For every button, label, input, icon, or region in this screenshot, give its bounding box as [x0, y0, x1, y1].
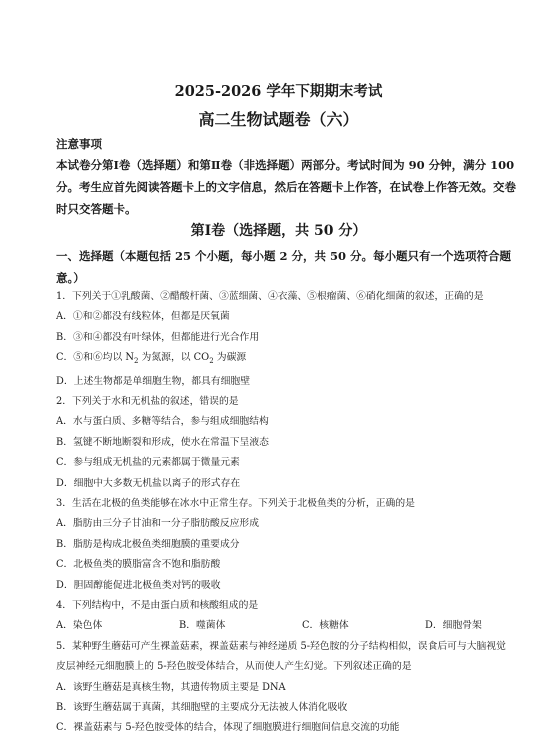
- question-3-option-b: B．脂肪是构成北极鱼类细胞膜的重要成分: [56, 538, 240, 550]
- option-c-text-3: 为碳源: [213, 352, 247, 364]
- question-2-option-d: D．细胞中大多数无机盐以离子的形式存在: [56, 477, 241, 489]
- question-list: [56, 287, 531, 739]
- subscript: 2: [209, 357, 214, 366]
- exam-title: 2025-2026 学年下期期末考试: [174, 83, 383, 100]
- paper-title: 高二生物试题卷（六）: [198, 110, 359, 129]
- section-desc-line: 意。）: [56, 271, 85, 285]
- notice-text: [56, 154, 531, 220]
- question-3-option-c: C．北极鱼类的膜脂富含不饱和脂肪酸: [56, 559, 221, 571]
- notice-line: 本试卷分第Ⅰ卷（选择题）和第Ⅱ卷（非选择题）两部分。考试时间为 90 分钟，满分 100: [56, 158, 515, 172]
- notice-line: 时只交答题卡。: [56, 202, 137, 216]
- question-4-option-b: B．噬菌体: [179, 620, 226, 632]
- question-4-option-d: D．细胞骨架: [425, 620, 482, 632]
- question-5-option-b: B．该野生蘑菇属于真菌，其细胞壁的主要成分无法被人体消化吸收: [56, 702, 348, 714]
- question-2-option-c: C．参与组成无机盐的元素都属于微量元素: [56, 457, 240, 469]
- option-c-text-1: C．⑤和⑥均以 N: [56, 352, 134, 364]
- question-3-option-d: D．胆固醇能促进北极鱼类对钙的吸收: [56, 579, 221, 591]
- question-5-option-c: C．裸盖菇素与 5-羟色胺受体的结合，体现了细胞膜进行细胞间信息交流的功能: [56, 722, 400, 734]
- question-2-option-a: A．水与蛋白质、多糖等结合，参与组成细胞结构: [56, 416, 269, 428]
- question-2-option-b: B．氢键不断地断裂和形成，使水在常温下呈液态: [56, 436, 269, 448]
- question-3-option-a: A．脂肪由三分子甘油和一分子脂肪酸反应形成: [56, 518, 260, 530]
- notice-line: 分。考生应首先阅读答题卡上的文字信息，然后在答题卡上作答，在试卷上作答无效。交卷: [56, 180, 516, 194]
- question-5-stem-line-1: 5．某种野生蘑菇可产生裸盖菇素，裸盖菇素与神经递质 5-羟色胺的分子结构相似，误食后可与大脑视觉: [56, 640, 506, 652]
- section-desc-line: 一、选择题（本题包括 25 个小题，每小题 2 分，共 50 分。每小题只有一个选项符合题: [56, 249, 512, 263]
- question-3-stem: 3．生活在北极的鱼类能够在冰水中正常生存。下列关于北极鱼类的分析，正确的是: [56, 498, 415, 510]
- notice-heading: 注意事项: [56, 137, 102, 151]
- question-2-stem: 2．下列关于水和无机盐的叙述，错误的是: [56, 395, 239, 407]
- question-5-stem-line-2: 皮层神经元细胞膜上的 5-羟色胺受体结合，从而使人产生幻觉。下列叙述正确的是: [56, 661, 412, 673]
- question-4-options: [56, 616, 531, 636]
- question-1-option-d: D．上述生物都是单细胞生物，都具有细胞壁: [56, 375, 250, 387]
- subscript: 2: [133, 357, 139, 366]
- question-4-option-c: C．核糖体: [302, 620, 349, 632]
- question-1-option-a: A．①和②都没有线粒体，但都是厌氧菌: [56, 311, 230, 323]
- question-4-option-a: A．染色体: [56, 620, 103, 632]
- section-description: [56, 245, 531, 289]
- question-4-stem: 4．下列结构中，不是由蛋白质和核酸组成的是: [56, 600, 259, 612]
- section-title: 第Ⅰ卷（选择题，共 50 分）: [190, 223, 367, 239]
- question-1-stem: 1．下列关于①乳酸菌、②醋酸杆菌、③蓝细菌、④衣藻、⑤根瘤菌、⑥硝化细菌的叙述，正确的是: [56, 291, 484, 302]
- question-1-option-c: [56, 348, 531, 371]
- question-5-option-a: A．该野生蘑菇是真核生物，其遗传物质主要是 DNA: [56, 681, 286, 693]
- option-c-text-2: 为氮源，以 CO: [138, 352, 210, 364]
- question-1-option-b: B．③和④都没有叶绿体，但都能进行光合作用: [56, 331, 260, 343]
